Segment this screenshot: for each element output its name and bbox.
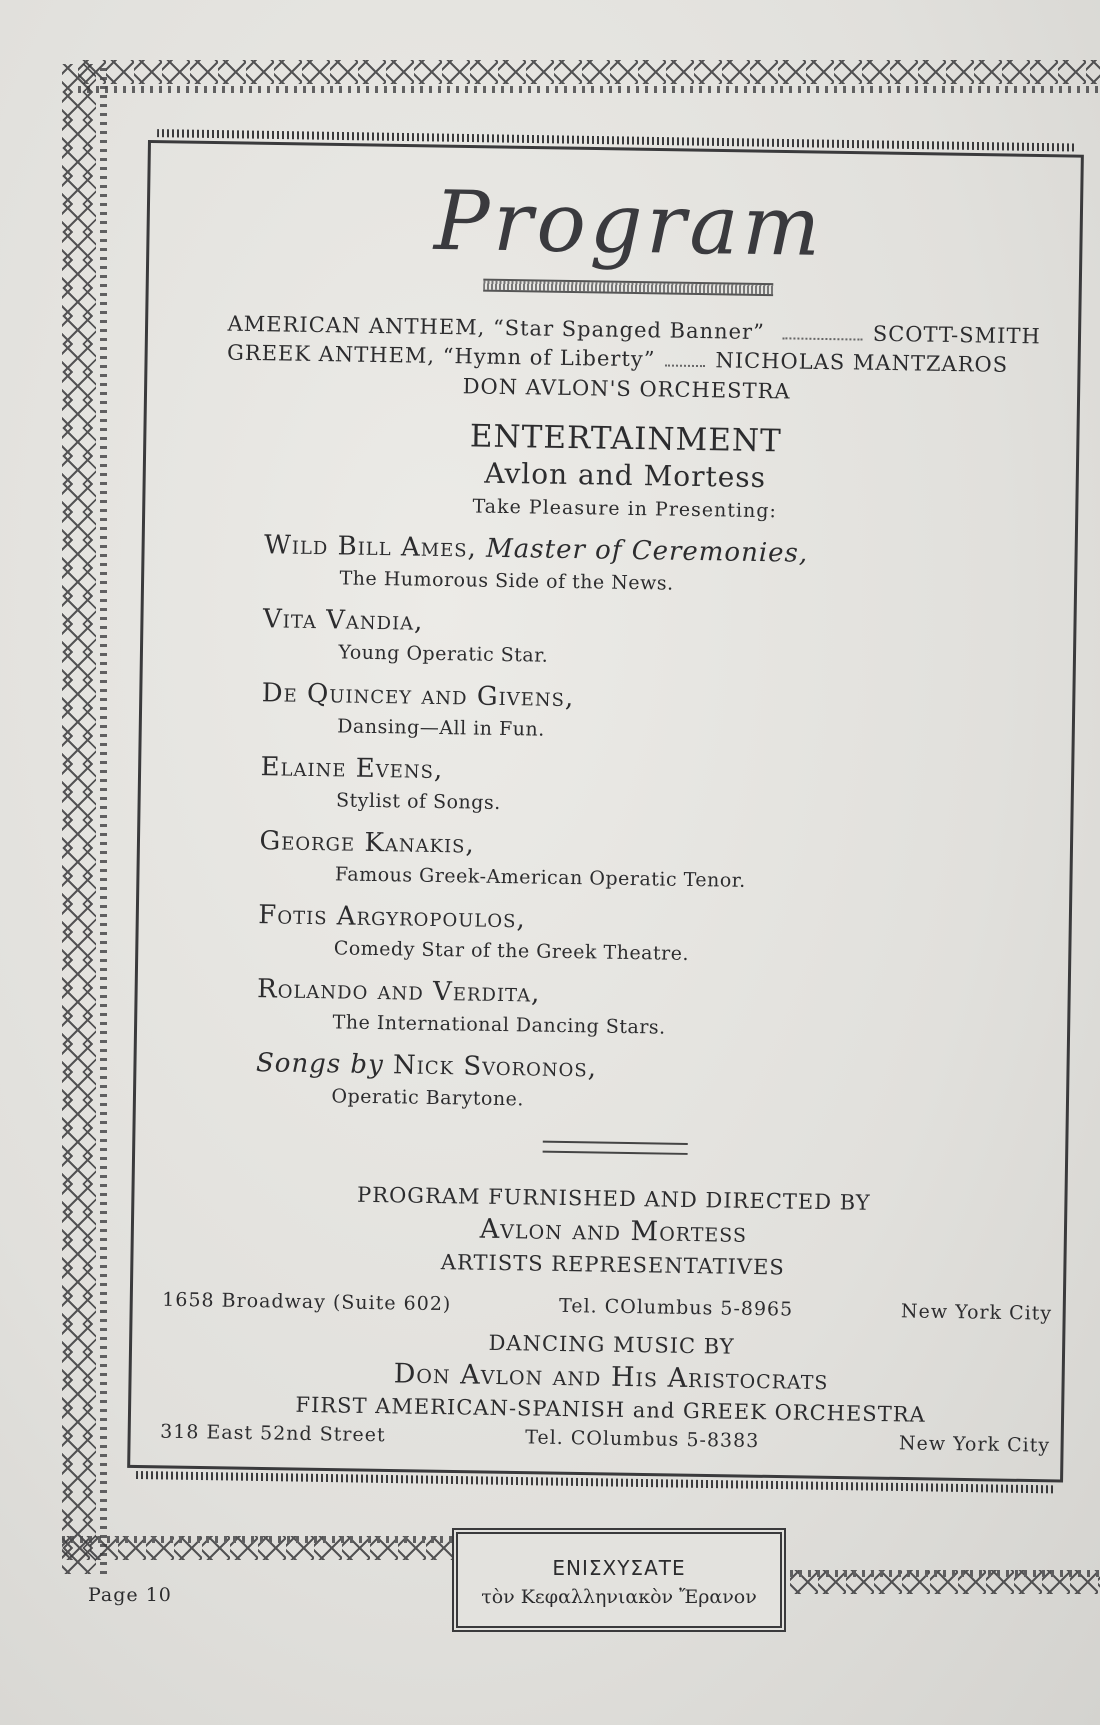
anthem-composer: NICHOLAS MANTZAROS [715,348,1009,377]
band-name: Don Avlon and His Aristocrats [393,1358,829,1397]
act-description: Famous Greek-American Operatic Tenor. [334,863,746,892]
act-item [259,824,1060,901]
agency-phone: Tel. COlumbus 5-8965 [558,1294,794,1321]
act-name: Wild Bill Ames, [263,530,478,564]
act-name: Vita Vandia, [262,604,424,637]
presenters-name: Avlon and Mortess [484,456,767,495]
act-name: George Kanakis, [259,826,476,860]
agency-address: 1658 Broadway (Suite 602) [162,1288,452,1316]
title-rule [483,279,773,297]
act-description: The International Dancing Stars. [332,1011,666,1039]
orchestra-line: DON AVLON'S ORCHESTRA [462,374,791,404]
act-role: Master of Ceremonies, [485,533,809,569]
agency-name: Avlon and Mortess [479,1213,748,1249]
act-name: Fotis Argyropoulos, [258,900,526,935]
act-item [255,1046,1056,1123]
greek-line-2: τὸν Κεφαλληνιακὸν Ἔρανον [481,1586,757,1608]
anthem-title: GREEK ANTHEM, “Hymn of Liberty” [226,340,656,372]
ornamental-border-left [62,64,110,1574]
section-divider [542,1141,687,1155]
act-description: Dansing—All in Fun. [337,715,545,741]
page-number: Page 10 [88,1584,172,1606]
band-address: 318 East 52nd Street [160,1420,386,1447]
anthem-title: AMERICAN ANTHEM, “Star Spanged Banner” [227,311,766,345]
act-name: De Quincey and Givens, [261,678,575,714]
act-item [258,898,1059,975]
dancing-heading: DANCING MUSIC BY [488,1330,735,1359]
greek-line-1: ΕΝΙΣΧΥΣΑΤΕ [552,1556,686,1580]
band-city: New York City [898,1432,1051,1457]
act-item [263,528,1064,605]
act-description: Young Operatic Star. [338,641,549,667]
band-subtitle: FIRST AMERICAN-SPANISH and GREEK ORCHESTRA [295,1392,926,1427]
agency-contact [162,1285,1052,1329]
greek-donation-box [452,1528,786,1632]
act-name: Rolando and Verdita, [256,974,541,1009]
program-content [160,170,1070,1461]
act-prefix: Songs by [255,1048,384,1081]
leader-dots [783,337,863,340]
act-item [262,602,1063,679]
page-title: Program [433,173,825,275]
anthem-composer: SCOTT-SMITH [872,321,1041,349]
act-name: Elaine Evens, [260,752,444,786]
act-description: Operatic Barytone. [331,1085,525,1111]
act-description: The Humorous Side of the News. [339,567,674,595]
agency-city: New York City [900,1300,1053,1325]
band-phone: Tel. COlumbus 5-8383 [525,1426,760,1453]
entertainment-heading: ENTERTAINMENT [469,418,782,460]
act-item [261,676,1062,753]
leader-dots [665,364,705,367]
act-item [260,750,1061,827]
furnished-heading: PROGRAM FURNISHED AND DIRECTED BY [356,1182,871,1215]
act-description: Comedy Star of the Greek Theatre. [333,937,690,965]
ornamental-border-bottom-right [790,1570,1100,1610]
ornamental-border-top [78,60,1100,96]
act-item [256,972,1057,1049]
agency-subtitle: ARTISTS REPRESENTATIVES [440,1250,785,1280]
act-description: Stylist of Songs. [335,789,501,814]
presenting-intro: Take Pleasure in Presenting: [472,495,778,523]
act-name: Nick Svoronos, [392,1050,598,1084]
ornamental-border-bottom-left [62,1536,452,1578]
